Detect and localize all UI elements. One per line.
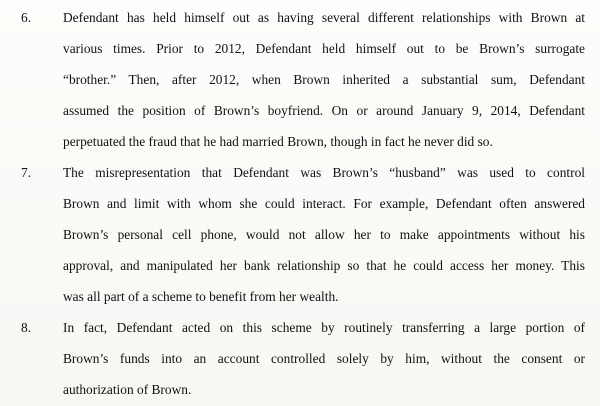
text-line: was all part of a scheme to benefit from her wealth. [63,289,339,304]
text-line: “brother.” Then, after 2012, when Brown inherited a substantial sum, Defendant [63,72,585,87]
paragraph-number: 6. [21,10,32,25]
text-line: perpetuated the fraud that he had married Brown, though in fact he never did so. [63,134,493,149]
paragraph-text [63,2,585,157]
text-line: approval, and manipulated her bank relationship so that he could access her money. This [63,258,585,273]
text-line: Brown and limit with whom she could interact. For example, Defendant often answered [63,196,585,211]
paragraph-text [63,312,585,405]
text-line: Defendant has held himself out as having several different relationships with Brown at [63,10,585,25]
text-line: The misrepresentation that Defendant was Brown’s “husband” was used to control [63,165,585,180]
text-line: authorization of Brown. [63,382,192,397]
text-line: In fact, Defendant acted on this scheme by routinely transferring a large portion of [63,320,585,335]
paragraph-text [63,157,585,312]
text-line: Brown’s personal cell phone, would not allow her to make appointments without his [63,227,585,242]
text-line: assumed the position of Brown’s boyfriend. On or around January 9, 2014, Defendant [63,103,585,118]
text-line: various times. Prior to 2012, Defendant held himself out to be Brown’s surrogate [63,41,585,56]
paragraph-number: 8. [21,320,32,335]
paragraph-number: 7. [21,165,32,180]
text-line: Brown’s funds into an account controlled solely by him, without the consent or [63,351,585,366]
